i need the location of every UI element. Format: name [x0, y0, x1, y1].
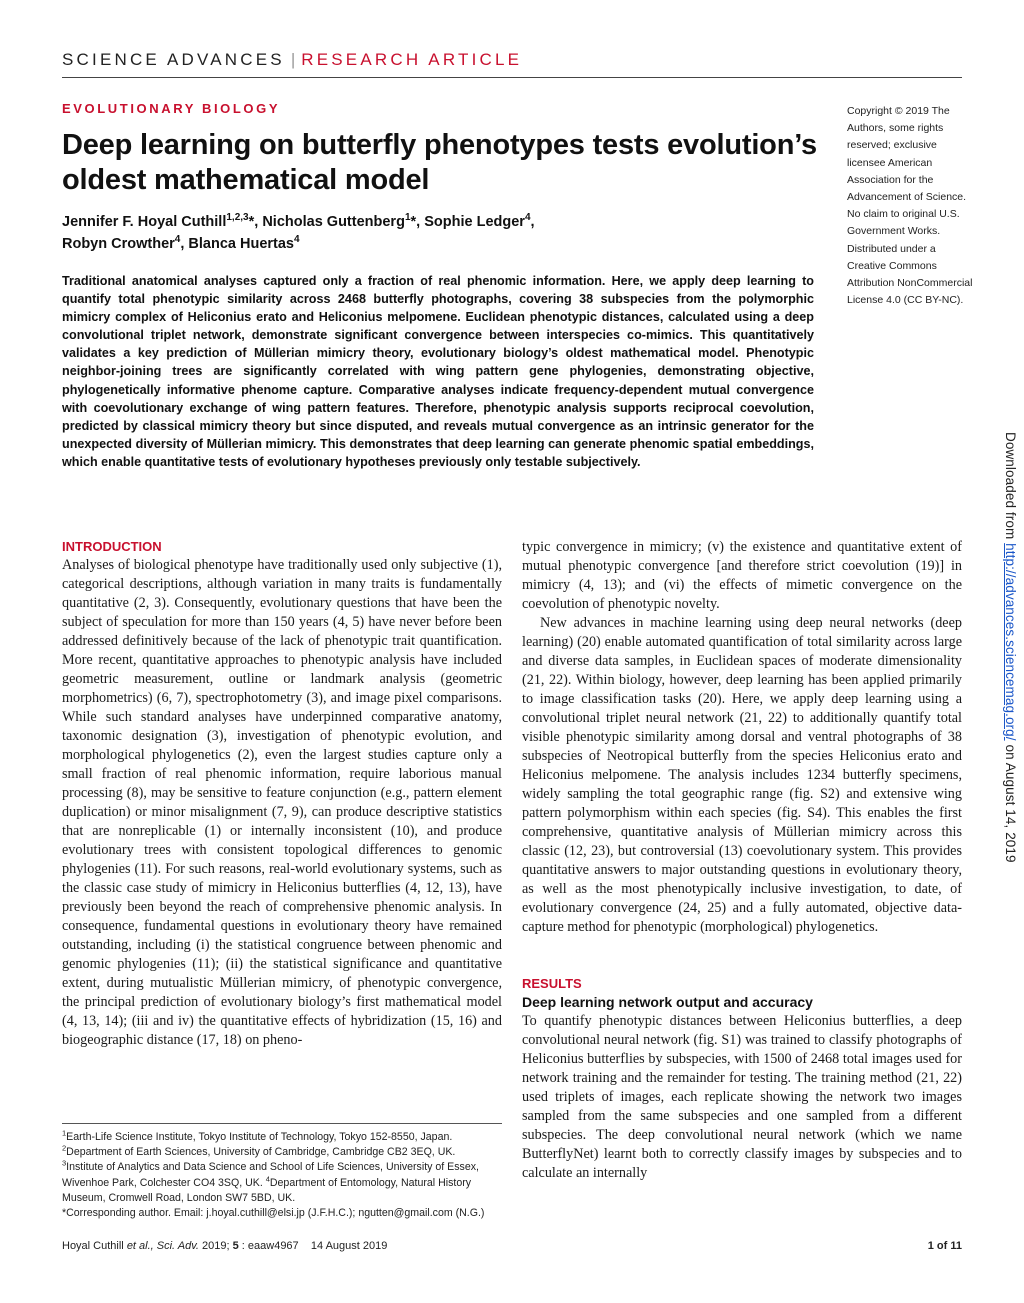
author-affiliation: 1,2,3: [226, 212, 249, 224]
footnote: [62, 1145, 502, 1160]
paragraph: New advances in machine learning using deep neural networks (deep learning) (20) enable automated quantification of total similarity across large and diverse data samples, in Euclidean spaces of moderate dimensionality (21, 22). Within biology, however, deep learning has been applied primarily to image classification tasks (20). Here, we apply deep learning using a convolutional triplet neural network (21, 22) to additionally quantify total visible phenotypic similarity among dorsal and ventral photographs of 38 subspecies of Neotropical butterfly from the species Heliconius erato and Heliconius melpomene. The analysis includes 1234 butterfly specimens, widely sampling the total geographic range (fig. S2) and extensive wing pattern polymorphism within each species (fig. S4). This enables the first comprehensive, quantitative analysis of Müllerian mimicry across this classic (12, 23), but controversial (13) coevolutionary system. This provides quantitative answers to major outstanding questions in evolutionary theory, as well as the most phenotypically inclusive investigation, to date, of evolutionary convergence (24, 25) and a fully automated, objective data-capture method for phenotypic (morphological) phylogenetics.: [522, 615, 962, 935]
journal-header: [62, 50, 962, 70]
author-name[interactable]: Sophie Ledger: [424, 214, 525, 230]
section-heading-results: RESULTS: [522, 976, 582, 991]
footnote-text: Department of Earth Sciences, University of Cambridge, Cambridge CB2 3EQ, UK.: [66, 1146, 456, 1159]
page-number: 1 of 11: [927, 1240, 962, 1252]
footnote-rule: [62, 1123, 502, 1124]
footnote-text: Institute of Analytics and Data Science and School of Life Sciences, University of Essex, Wivenhoe Park, Colchester CO4 3SQ, UK.: [62, 1161, 479, 1189]
footnote-corresponding[interactable]: *Corresponding author. Email: j.hoyal.cuthill@elsi.jp (J.F.H.C.); ngutten@gmail.com (N.G.): [62, 1207, 485, 1220]
download-note-text: [1003, 432, 1018, 863]
abstract: Traditional anatomical analyses captured only a fraction of real phenomic information. Here, we apply deep learning to quantify total phenotypic similarity across 2468 butterfly photographs, covering 38 subspecies from the polymorphic mimicry complex of Heliconius erato and Heliconius melpomene. Euclidean phenotypic distances, calculated using a deep convolutional triplet network, demonstrate significant convergence between interspecies co-mimics. This quantitatively validates a key prediction of Müllerian mimicry theory, evolutionary biology’s oldest mathematical model. Phenotypic neighbor-joining trees are significantly correlated with wing pattern gene phylogenies, demonstrating objective, phylogenetically informative phenome capture. Comparative analyses indicate frequency-dependent mutual convergence with coevolutionary exchange of wing pattern features. Therefore, phenotypic analysis supports reciprocal coevolution, predicted by classical mimicry theory but since disputed, and reveals mutual convergence as an intrinsic generator for the unexpected diversity of Müllerian mimicry. This demonstrates that deep learning can generate phenomic spatial embeddings, which enable quantitative tests of evolutionary hypotheses previously only testable subjectively.: [62, 274, 814, 469]
article-type: RESEARCH ARTICLE: [301, 50, 523, 69]
footer-volume: 5: [232, 1240, 239, 1252]
author-separator: ,: [254, 214, 263, 230]
section-heading-introduction: INTRODUCTION: [62, 539, 162, 554]
author-name[interactable]: Blanca Huertas: [188, 236, 294, 252]
footer-journal: ., Sci. Adv.: [147, 1240, 199, 1252]
page-footer-citation: [62, 1240, 387, 1252]
body-column-right: [522, 538, 962, 1183]
footer-year: 2019;: [198, 1240, 233, 1252]
author-separator: ,: [530, 214, 535, 230]
section-gap: [522, 937, 962, 975]
footer-etal: et al: [126, 1240, 148, 1252]
journal-name: SCIENCE ADVANCES: [62, 50, 285, 69]
footer-date: 14 August 2019: [310, 1240, 388, 1252]
article-title: Deep learning on butterfly phenotypes tests evolution’s oldest mathematical model: [62, 129, 817, 196]
copyright-notice: Copyright © 2019 The Authors, some rights reserved; exclusive licensee American Association for the Advancement of Science. No claim to original U.S. Government Works. Distributed under a Creative Commons Attribution NonCommercial License 4.0 (CC BY-NC).: [847, 105, 973, 307]
article-category: EVOLUTIONARY BIOLOGY: [62, 101, 281, 116]
author-name[interactable]: Nicholas Guttenberg: [262, 214, 405, 230]
download-note: [998, 432, 1022, 872]
footer-authors: Hoyal Cuthill: [62, 1240, 127, 1252]
author-list: [62, 211, 742, 255]
affiliation-footnotes: [62, 1130, 502, 1221]
author-affiliation: 1: [404, 212, 411, 224]
download-suffix: on August 14, 2019: [1003, 740, 1018, 863]
subsection-heading: Deep learning network output and accuracy: [522, 994, 813, 1010]
paragraph: To quantify phenotypic distances between Heliconius butterflies, a deep convolutional neural network (fig. S1) was trained to classify photographs of Heliconius butterflies by subspecies, with 1500 of 2468 total images used for network training and the remainder for testing. The training method (21, 22) used triplets of images, each replicate showing the network two images sampled from the same subspecies and one sampled from a different subspecies. The deep convolutional neural network (which we name ButterflyNet) learnt both to correctly classify images by subspecies and to calculate an internally: [522, 1013, 962, 1181]
author-separator: ,: [416, 214, 425, 230]
author-separator: ,: [180, 236, 189, 252]
header-rule: [62, 77, 962, 78]
download-prefix: Downloaded from: [1003, 432, 1018, 544]
footnote-number: 1: [62, 1128, 67, 1138]
author-mark: *: [248, 214, 255, 230]
download-link[interactable]: http://advances.sciencemag.org/: [1003, 543, 1018, 741]
author-affiliation: 4: [293, 234, 300, 246]
footnote: [62, 1160, 502, 1206]
paragraph: Analyses of biological phenotype have traditionally used only subjective (1), categorical descriptions, although variation in many traits is fundamentally quantitative (2, 3). Consequently, evolutionary questions that have been the subject of speculation for more than 150 years (4, 5) have never before been addressed definitively because of the lack of phenotypic trait quantification. More recent, quantitative approaches to phenotypic analysis have included geometric measurement, outline or landmark analysis (geometric morphometrics) (6, 7), spectrophotometry (3), and image pixel comparisons. While such standard analyses have underpinned comparative anatomy, taxonomic designation (3), investigation of phenotypic evolution, and morphological phylogenetics (2), even the largest studies capture only a small fraction of real phenomic information, require laborious manual processing (8), may be sensitive to feature conjunction (e.g., pattern element duplication) or minor misalignment (7, 9), can produce descriptive statistics that are nonreplicable (1) or internally inconsistent (10), and produce evolutionary trees with consistent topological differences to genomic phylogenies (11). For such reasons, real-world evolutionary systems, such as the classic case study of mimicry in Heliconius butterflies (4, 12, 13), have previously been beyond the reach of comprehensive phenomic analysis. In consequence, fundamental questions in evolutionary theory have remained outstanding, including (i) the statistical congruence between phenomic and genomic phylogenies (11); (ii) the statistical significance and quantitative extent, during mutualistic Müllerian mimicry, of phenotypic convergence, the principal prediction of evolutionary biology’s first mathematical model (4, 13, 14); (iii and iv) the quantitative effects of hybridization (15, 16) and biogeographic distance (17, 18) on pheno-: [62, 557, 502, 1048]
author-affiliation: 4: [174, 234, 181, 246]
paragraph: typic convergence in mimicry; (v) the existence and quantitative extent of mutual phenotypic convergence [and therefore strict coevolution (19)] in mimicry (4, 13); and (vi) the effects of mimetic convergence on the coevolution of phenotypic novelty.: [522, 539, 962, 612]
footnote: [62, 1130, 502, 1145]
footnote-text: Department of Entomology, Natural History Museum, Cromwell Road, London SW7 5BD, UK.: [62, 1176, 472, 1204]
body-column-left: [62, 538, 502, 1050]
footnote-text: Earth-Life Science Institute, Tokyo Institute of Technology, Tokyo 152-8550, Japan.: [66, 1131, 453, 1143]
header-separator: |: [290, 50, 296, 69]
author-mark: *: [410, 214, 417, 230]
footnote-number: 3: [62, 1158, 67, 1168]
author-name[interactable]: Jennifer F. Hoyal Cuthill: [62, 214, 227, 230]
author-name[interactable]: Robyn Crowther: [62, 236, 175, 252]
footnote-number: 2: [62, 1143, 67, 1153]
footnote-number: 4: [265, 1174, 270, 1184]
footer-article-id: : eaaw4967: [238, 1240, 299, 1252]
author-affiliation: 4: [524, 212, 531, 224]
